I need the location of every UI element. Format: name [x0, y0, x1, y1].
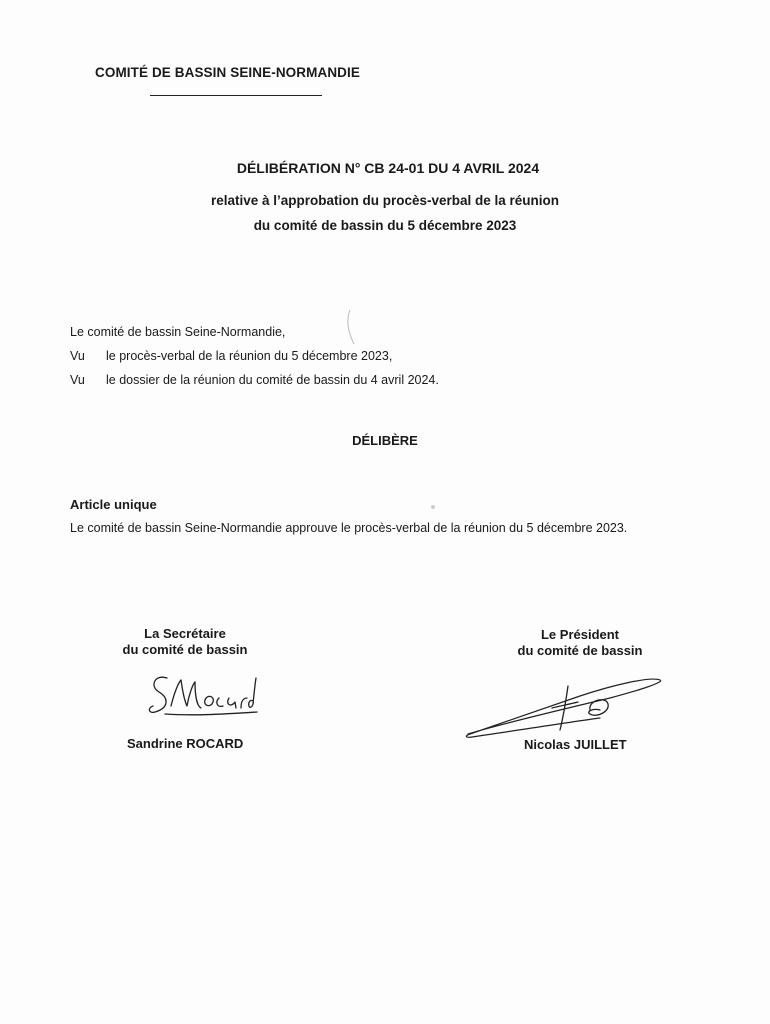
signatory-left-role-line1: La Secrétaire	[144, 626, 226, 641]
signatory-right-name: Nicolas JUILLET	[524, 737, 627, 752]
signatory-right-role-line2: du comité de bassin	[517, 643, 643, 658]
organization-name: COMITÉ DE BASSIN SEINE-NORMANDIE	[95, 65, 360, 80]
preamble-intro: Le comité de bassin Seine-Normandie,	[70, 325, 286, 339]
deliberation-title	[0, 160, 770, 176]
signatory-left-name: Sandrine ROCARD	[127, 736, 244, 751]
signatory-left-role-line2: du comité de bassin	[122, 642, 248, 657]
deliberation-title-text: DÉLIBÉRATION N° CB 24-01 DU 4 AVRIL 2024	[236, 160, 540, 176]
visa-text: le dossier de la réunion du comité de bassin du 4 avril 2024.	[106, 373, 439, 387]
deliberation-subtitle-line1: relative à l’approbation du procès-verbal de la réunion	[210, 193, 560, 208]
visa-line-2	[70, 373, 439, 387]
deliberation-subtitle-line2: du comité de bassin du 5 décembre 2023	[253, 218, 517, 233]
visa-label: Vu	[70, 373, 85, 387]
signatory-right-role-line1: Le Président	[540, 627, 620, 642]
article-title: Article unique	[70, 497, 157, 512]
organization-underline	[150, 95, 322, 96]
scan-artifact-mark	[340, 308, 360, 348]
signatory-right-role	[490, 627, 670, 659]
signatory-left-role	[95, 626, 275, 658]
visa-label: Vu	[70, 349, 85, 363]
decision-heading: DÉLIBÈRE	[352, 433, 418, 448]
article-text: Le comité de bassin Seine-Normandie approuve le procès-verbal de la réunion du 5 décembre 2023.	[70, 521, 628, 535]
visa-line-1	[70, 349, 392, 363]
scan-artifact-dot	[428, 502, 438, 512]
signature-right-image	[460, 672, 665, 742]
visa-text: le procès-verbal de la réunion du 5 décembre 2023,	[106, 349, 393, 363]
signature-left-image	[145, 668, 260, 723]
